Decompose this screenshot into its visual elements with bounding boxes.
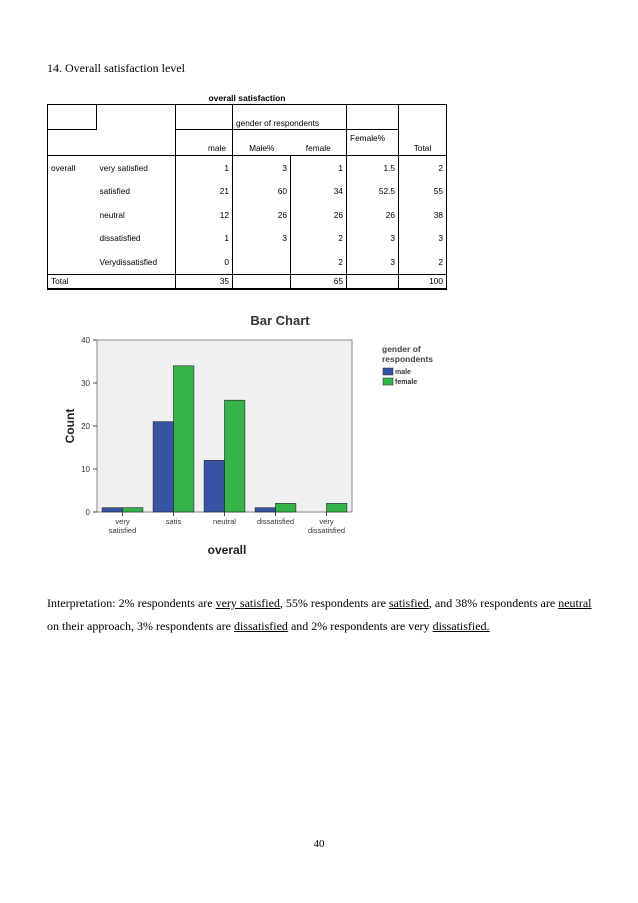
interp-text: , 55% respondents are: [279, 596, 389, 610]
bar-male-0: [102, 508, 122, 512]
cell: [233, 250, 291, 274]
legend-label-female: female: [395, 379, 418, 386]
interp-underline: satisfied: [388, 596, 429, 610]
cell: [233, 274, 291, 289]
cell: 1: [291, 156, 347, 180]
col-header-female-pct: Female%: [347, 130, 399, 156]
row-label: Verydissatisfied: [97, 250, 176, 274]
section-heading: 14. Overall satisfaction level: [47, 61, 185, 75]
row-label: very satisfied: [97, 156, 176, 180]
col-header-female: female: [291, 130, 347, 156]
row-label: neutral: [97, 203, 176, 227]
y-axis-label: Count: [63, 408, 77, 444]
interp-underline: very satisfied: [215, 596, 280, 610]
header-row-1: [48, 105, 447, 130]
cell: 34: [291, 180, 347, 204]
cell: 2: [291, 250, 347, 274]
cell: 0: [176, 250, 233, 274]
interpretation-paragraph: [47, 592, 602, 637]
cell: 35: [176, 274, 233, 289]
row-group-label: overall: [48, 156, 97, 180]
interp-text: on their approach, 3% respondents are: [47, 618, 234, 633]
cell: 3: [347, 227, 399, 251]
bar-female-1: [174, 366, 194, 512]
x-tick-label: neutral: [213, 517, 236, 526]
y-tick-label: 20: [81, 422, 90, 431]
col-header-total: Total: [399, 130, 447, 156]
x-tick-label: dissatisfied: [256, 517, 295, 526]
legend-swatch-male: [383, 368, 393, 375]
cell: 100: [399, 274, 447, 289]
interp-text: and 2% respondents are very: [287, 618, 433, 633]
x-axis: [109, 512, 345, 535]
cell: 2: [291, 227, 347, 251]
bar-chart: [52, 300, 472, 570]
bar-female-0: [123, 508, 143, 512]
total-row: [48, 274, 447, 289]
page-number: 40: [313, 838, 325, 850]
y-tick-label: 0: [85, 508, 90, 517]
row-label: dissatisfied: [97, 227, 176, 251]
table-row: [48, 250, 447, 274]
y-axis: [81, 336, 97, 517]
interp-text: Interpretation: 2% respondents are: [47, 596, 216, 610]
cell: 60: [233, 180, 291, 204]
table-title: overall satisfaction: [208, 93, 286, 103]
chart-title: Bar Chart: [250, 313, 310, 328]
cell: 1: [176, 156, 233, 180]
cell: 2: [399, 156, 447, 180]
cell: 21: [176, 180, 233, 204]
cell: 3: [399, 227, 447, 251]
header-row-2: [48, 130, 447, 156]
bar-male-3: [255, 508, 275, 512]
cell: [347, 274, 399, 289]
cell: 3: [233, 227, 291, 251]
bar-chart-svg: [52, 300, 472, 570]
x-tick-label: very satisfied: [108, 517, 137, 535]
cell: 52.5: [347, 180, 399, 204]
legend-label-male: male: [395, 369, 411, 376]
interp-underline: neutral: [558, 596, 592, 610]
crosstab-table: [47, 104, 447, 290]
y-tick-label: 30: [81, 379, 90, 388]
total-label: Total: [48, 274, 176, 289]
table-row: [48, 227, 447, 251]
bar-male-2: [204, 460, 224, 512]
cell: 26: [347, 203, 399, 227]
cell: 1: [176, 227, 233, 251]
row-label: satisfied: [97, 180, 176, 204]
interp-text: , and 38% respondents are: [428, 596, 559, 610]
legend-swatch-female: [383, 378, 393, 385]
x-tick-label: very dissatisfied: [307, 517, 346, 535]
interp-underline: dissatisfied.: [432, 618, 490, 633]
group-header: gender of respondents: [233, 105, 347, 130]
cell: 65: [291, 274, 347, 289]
table-row: [48, 156, 447, 180]
col-header-male-pct: Male%: [233, 130, 291, 156]
cell: 38: [399, 203, 447, 227]
x-tick-label: satis: [165, 517, 182, 526]
bar-female-2: [225, 400, 245, 512]
y-tick-label: 40: [81, 336, 90, 345]
cell: 2: [399, 250, 447, 274]
interp-underline: dissatisfied: [233, 618, 288, 633]
cell: 3: [347, 250, 399, 274]
cell: 26: [233, 203, 291, 227]
cell: 26: [291, 203, 347, 227]
legend-title: gender of respondents: [382, 344, 434, 364]
bar-female-3: [276, 503, 296, 512]
y-tick-label: 10: [81, 465, 90, 474]
cell: 12: [176, 203, 233, 227]
legend: [382, 344, 433, 386]
bar-female-4: [327, 503, 347, 512]
bar-male-1: [153, 422, 173, 512]
x-axis-label: overall: [207, 543, 247, 557]
table-row: [48, 180, 447, 204]
cell: 3: [233, 156, 291, 180]
col-header-male: male: [176, 130, 233, 156]
cell: 55: [399, 180, 447, 204]
table-row: [48, 203, 447, 227]
cell: 1.5: [347, 156, 399, 180]
